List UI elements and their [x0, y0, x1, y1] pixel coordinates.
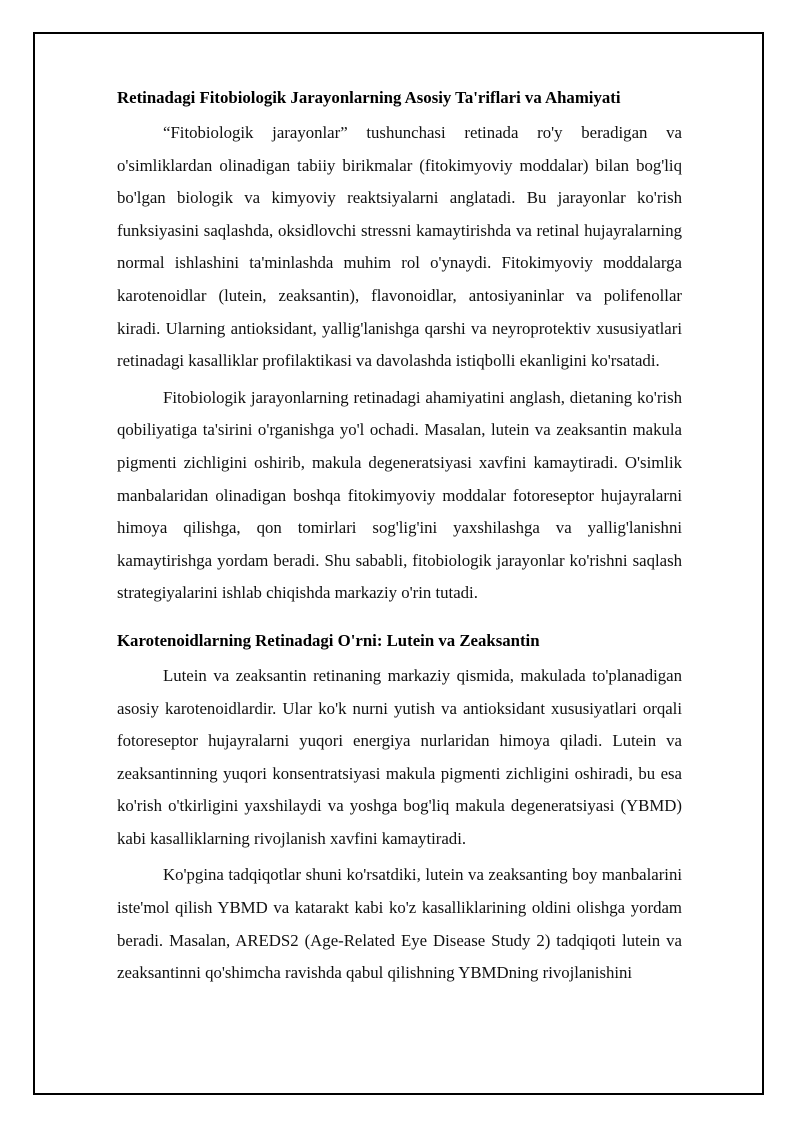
paragraph: Lutein va zeaksantin retinaning markaziy qismida, makulada to'planadigan asosiy karotenoidlardir. Ular ko'k nurni yutish va antioksidant xususiyatlari orqali fotoreseptor hujayralarni yuqori energiya nurlaridan himoya qiladi. Lutein va zeaksantinning yuqori konsentratsiyasi makula pigmenti zichligini oshiradi, bu esa ko'rish o'tkirligini yaxshilaydi va yoshga bog'liq makula degeneratsiyasi (YBMD) kabi kasalliklarning rivojlanish xavfini kamaytiradi.: [117, 665, 682, 848]
document-body: [117, 84, 682, 994]
section-heading: Retinadagi Fitobiologik Jarayonlarning Asosiy Ta'riflari va Ahamiyati: [117, 88, 621, 107]
section-heading: Karotenoidlarning Retinadagi O'rni: Lutein va Zeaksantin: [117, 630, 540, 650]
paragraph: Ko'pgina tadqiqotlar shuni ko'rsatdiki, lutein va zeaksanting boy manbalarini iste'mol qilish YBMD va katarakt kabi ko'z kasalliklarining oldini olishga yordam beradi. Masalan, AREDS2 (Age-Related Eye Disease Study 2) tadqiqoti lutein va zeaksantinni qo'shimcha ravishda qabul qilishning YBMDning rivojlanishini: [117, 865, 682, 983]
paragraph: Fitobiologik jarayonlarning retinadagi ahamiyatini anglash, dietaning ko'rish qobiliyatiga ta'sirini o'rganishga yo'l ochadi. Masalan, lutein va zeaksantin makula pigmenti zichligini oshirib, makula degeneratsiyasi xavfini kamaytiradi. O'simlik manbalaridan olinadigan boshqa fitokimyoviy moddalar fotoreseptor hujayralarni himoya qilishga, qon tomirlari sog'lig'ini yaxshilashga va yallig'lanishni kamaytirishga yordam beradi. Shu sababli, fitobiologik jarayonlar ko'rishni saqlash strategiyalarini ishlab chiqishda markaziy o'rin tutadi.: [117, 387, 682, 603]
section-carotenoids: [117, 627, 682, 990]
paragraph: “Fitobiologik jarayonlar” tushunchasi retinada ro'y beradigan va o'simliklardan olinadigan tabiiy birikmalar (fitokimyoviy moddalar) bilan bog'liq bo'lgan biologik va kimyoviy reaktsiyalarni anglatadi. Bu jarayonlar ko'rish funksiyasini saqlashda, oksidlovchi stressni kamaytirishda va retinal hujayralarning normal ishlashini ta'minlashda muhim rol o'ynaydi. Fitokimyoviy moddalarga karotenoidlar (lutein, zeaksantin), flavonoidlar, antosiyaninlar va polifenollar kiradi. Ularning antioksidant, yallig'lanishga qarshi va neyroprotektiv xususiyatlari retinadagi kasalliklar profilaktikasi va davolashda istiqbolli ekanligini ko'rsatadi.: [117, 123, 682, 371]
section-definitions: [117, 84, 682, 610]
